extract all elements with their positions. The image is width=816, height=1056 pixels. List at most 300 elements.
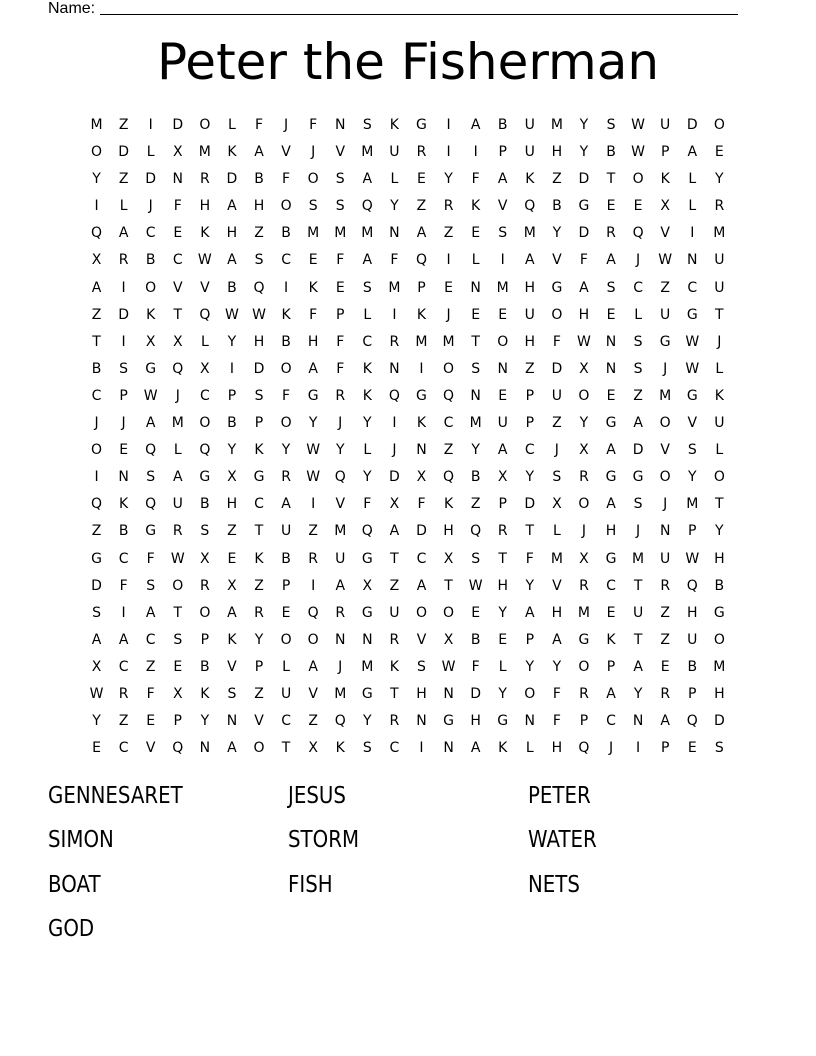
grid-letter: U	[714, 252, 725, 269]
grid-letter: P	[254, 415, 264, 432]
grid-letter: N	[659, 523, 671, 540]
grid-letter: R	[443, 198, 454, 215]
grid-letter: G	[551, 279, 563, 296]
grid-letter: D	[470, 685, 482, 702]
grid-letter: I	[94, 198, 99, 215]
grid-letter: E	[308, 252, 318, 269]
grid-letter: G	[605, 550, 617, 567]
grid-letter: K	[498, 740, 508, 757]
grid-letter: D	[253, 360, 265, 377]
grid-letter: V	[335, 496, 346, 513]
grid-letter: P	[579, 713, 589, 730]
grid-letter: P	[336, 306, 345, 323]
grid-letter: Y	[92, 713, 101, 730]
grid-letter: Y	[444, 171, 453, 188]
grid-letter: G	[632, 469, 644, 486]
grid-letter: F	[471, 171, 480, 188]
grid-letter: W	[143, 387, 158, 404]
grid-letter: H	[551, 604, 563, 621]
grid-letter: A	[389, 523, 400, 540]
grid-letter: C	[524, 442, 535, 459]
grid-letter: L	[715, 360, 724, 377]
grid-letter: B	[200, 496, 210, 513]
grid-letter: Z	[308, 713, 318, 730]
grid-letter: T	[633, 631, 643, 648]
grid-letter: C	[91, 387, 102, 404]
grid-letter: N	[335, 117, 346, 133]
grid-letter: H	[551, 740, 563, 757]
grid-letter: T	[173, 604, 183, 621]
grid-letter: B	[118, 523, 129, 540]
grid-letter: M	[171, 415, 184, 432]
grid-letter: R	[172, 523, 183, 540]
grid-letter: T	[92, 333, 101, 350]
grid-letter: F	[363, 496, 372, 513]
grid-letter: F	[309, 306, 318, 323]
grid-letter: Q	[470, 523, 482, 540]
grid-letter: P	[525, 631, 535, 648]
grid-letter: X	[579, 442, 589, 459]
grid-letter: W	[631, 144, 646, 161]
grid-letter: G	[199, 469, 211, 486]
grid-letter: Y	[498, 604, 507, 621]
grid-letter: M	[334, 685, 347, 702]
grid-letter: Q	[361, 198, 373, 215]
grid-letter: O	[415, 604, 427, 621]
grid-letter: A	[606, 496, 616, 513]
grid-letter: A	[91, 631, 102, 648]
grid-letter: T	[444, 577, 453, 594]
grid-letter: R	[254, 604, 264, 621]
grid-letter: L	[173, 442, 182, 459]
grid-letter: U	[714, 415, 725, 432]
grid-letter: O	[199, 604, 211, 621]
grid-letter: H	[714, 685, 725, 702]
grid-letter: C	[389, 740, 400, 757]
grid-letter: N	[362, 631, 373, 648]
grid-letter: O	[199, 415, 211, 432]
grid-letter: D	[145, 171, 157, 188]
grid-letter: G	[416, 117, 427, 133]
grid-letter: Z	[91, 306, 102, 323]
grid-letter: C	[254, 496, 264, 513]
grid-letter: G	[659, 333, 671, 350]
grid-letter: O	[91, 442, 103, 459]
grid-letter: S	[714, 740, 724, 757]
grid-letter: X	[145, 333, 156, 350]
grid-letter: D	[578, 225, 590, 242]
grid-letter: X	[552, 496, 562, 513]
grid-letter: M	[686, 496, 699, 513]
grid-letter: J	[608, 740, 614, 757]
grid-letter: C	[145, 631, 156, 648]
grid-letter: H	[605, 523, 617, 540]
grid-letter: K	[308, 279, 318, 296]
grid-letter: R	[660, 577, 671, 594]
grid-letter: R	[389, 713, 400, 730]
grid-letter: M	[415, 333, 428, 350]
grid-letter: X	[227, 469, 237, 486]
grid-letter: T	[498, 550, 507, 567]
grid-letter: A	[470, 740, 481, 757]
grid-letter: Q	[307, 604, 319, 621]
grid-letter: D	[551, 360, 563, 377]
grid-letter: I	[311, 496, 316, 513]
grid-letter: B	[281, 333, 291, 350]
grid-letter: Z	[524, 360, 535, 377]
grid-letter: G	[605, 415, 617, 432]
grid-letter: H	[470, 713, 481, 730]
grid-letter: K	[714, 387, 724, 404]
grid-letter: A	[660, 713, 670, 730]
grid-letter: N	[118, 469, 129, 486]
grid-letter: N	[497, 360, 508, 377]
grid-letter: F	[146, 550, 155, 567]
grid-letter: Y	[390, 198, 399, 215]
grid-letter: X	[579, 550, 589, 567]
grid-letter: V	[145, 740, 156, 757]
grid-letter: K	[389, 117, 399, 133]
grid-letter: U	[660, 550, 671, 567]
grid-letter: Y	[525, 658, 535, 675]
grid-letter: R	[118, 685, 129, 702]
grid-letter: W	[685, 550, 700, 567]
grid-letter: S	[92, 604, 101, 621]
grid-letter: N	[470, 279, 481, 296]
grid-letter: I	[690, 225, 695, 242]
grid-letter: U	[524, 117, 535, 133]
grid-letter: M	[388, 279, 401, 296]
grid-letter: R	[308, 550, 319, 567]
grid-letter: U	[335, 550, 346, 567]
grid-letter: I	[121, 333, 126, 350]
grid-letter: T	[471, 333, 480, 350]
grid-letter: Z	[118, 117, 129, 133]
grid-letter: K	[660, 171, 670, 188]
grid-letter: A	[470, 117, 481, 133]
grid-letter: Z	[118, 713, 129, 730]
grid-letter: K	[606, 631, 616, 648]
grid-letter: U	[524, 144, 535, 161]
grid-letter: F	[471, 658, 480, 675]
grid-letter: A	[497, 171, 508, 188]
grid-letter: K	[416, 306, 427, 323]
grid-letter: Y	[281, 442, 291, 459]
grid-letter: P	[606, 658, 616, 675]
grid-letter: B	[470, 631, 481, 648]
grid-letter: I	[419, 740, 424, 757]
grid-letter: W	[441, 658, 456, 675]
grid-letter: Z	[660, 631, 670, 648]
grid-letter: W	[685, 333, 700, 350]
grid-letter: N	[443, 685, 454, 702]
grid-letter: U	[687, 631, 698, 648]
grid-letter: V	[254, 713, 264, 730]
grid-letter: R	[416, 144, 427, 161]
grid-letter: S	[471, 550, 481, 567]
grid-letter: W	[252, 306, 266, 323]
grid-letter: Z	[552, 415, 562, 432]
grid-letter: F	[552, 713, 561, 730]
grid-letter: X	[200, 360, 210, 377]
grid-letter: O	[713, 117, 725, 133]
grid-letter: L	[363, 442, 372, 459]
grid-letter: O	[145, 279, 157, 296]
grid-letter: D	[118, 144, 129, 161]
grid-letter: O	[551, 306, 563, 323]
grid-letter: A	[172, 469, 183, 486]
grid-letter: K	[227, 631, 237, 648]
grid-letter: M	[659, 387, 672, 404]
grid-letter: H	[253, 333, 265, 350]
grid-letter: E	[606, 604, 616, 621]
grid-letter: C	[172, 252, 183, 269]
grid-letter: X	[91, 658, 102, 675]
grid-letter: P	[660, 144, 670, 161]
grid-letter: Q	[172, 740, 184, 757]
grid-letter: F	[173, 198, 182, 215]
grid-letter: G	[443, 713, 454, 730]
grid-letter: Y	[687, 469, 697, 486]
grid-letter: Y	[552, 658, 562, 675]
grid-letter: A	[281, 496, 291, 513]
grid-letter: K	[281, 306, 291, 323]
grid-letter: B	[200, 658, 210, 675]
grid-letter: K	[254, 442, 264, 459]
grid-letter: N	[443, 740, 454, 757]
grid-letter: M	[496, 279, 509, 296]
grid-letter: O	[280, 360, 292, 377]
grid-letter: R	[389, 631, 400, 648]
grid-letter: F	[282, 171, 291, 188]
grid-letter: C	[145, 225, 156, 242]
grid-letter: O	[578, 658, 590, 675]
grid-letter: E	[444, 279, 453, 296]
grid-letter: P	[525, 387, 535, 404]
grid-letter: X	[227, 577, 237, 594]
grid-letter: O	[199, 117, 211, 133]
grid-letter: L	[282, 658, 290, 675]
grid-letter: I	[121, 604, 126, 621]
grid-letter: E	[498, 387, 508, 404]
grid-letter: O	[524, 685, 536, 702]
grid-letter: S	[227, 685, 237, 702]
grid-letter: T	[715, 306, 724, 323]
grid-letter: C	[362, 333, 373, 350]
grid-letter: Y	[552, 225, 562, 242]
grid-letter: L	[363, 306, 372, 323]
grid-letter: E	[687, 740, 697, 757]
word-list-item: PETER	[528, 783, 591, 809]
grid-letter: S	[606, 279, 616, 296]
grid-letter: E	[92, 740, 101, 757]
grid-letter: R	[714, 198, 725, 215]
grid-letter: U	[524, 306, 535, 323]
grid-letter: H	[524, 333, 536, 350]
grid-letter: D	[172, 117, 184, 133]
grid-letter: D	[578, 171, 590, 188]
grid-letter: Z	[470, 496, 481, 513]
grid-letter: J	[554, 442, 559, 459]
grid-letter: O	[632, 171, 644, 188]
grid-letter: M	[334, 523, 347, 540]
grid-letter: V	[552, 577, 562, 594]
grid-letter: R	[660, 685, 671, 702]
grid-letter: I	[392, 415, 397, 432]
grid-letter: K	[416, 415, 427, 432]
grid-letter: R	[281, 469, 291, 486]
grid-letter: E	[471, 225, 481, 242]
grid-letter: B	[497, 117, 508, 133]
grid-letter: X	[416, 469, 427, 486]
grid-letter: N	[416, 442, 427, 459]
grid-letter: H	[307, 333, 319, 350]
grid-letter: Z	[254, 577, 264, 594]
grid-letter: I	[392, 306, 397, 323]
word-list-item: BOAT	[48, 871, 101, 898]
grid-letter: S	[687, 442, 697, 459]
grid-letter: K	[362, 387, 372, 404]
grid-letter: G	[361, 685, 373, 702]
grid-letter: C	[199, 387, 210, 404]
grid-letter: W	[89, 685, 104, 702]
grid-letter: M	[713, 225, 726, 242]
grid-letter: X	[389, 496, 400, 513]
grid-letter: Y	[715, 171, 724, 188]
grid-letter: B	[687, 658, 698, 675]
grid-letter: O	[659, 415, 671, 432]
grid-letter: J	[175, 387, 180, 404]
grid-letter: Z	[118, 171, 129, 188]
grid-letter: Y	[579, 117, 589, 133]
grid-letter: E	[660, 658, 670, 675]
grid-letter: M	[198, 144, 211, 161]
grid-letter: S	[552, 469, 562, 486]
grid-letter: Z	[389, 577, 400, 594]
grid-letter: B	[552, 198, 562, 215]
grid-letter: Q	[334, 713, 346, 730]
grid-letter: M	[90, 117, 103, 133]
grid-letter: V	[552, 252, 562, 269]
grid-letter: E	[498, 306, 508, 323]
grid-letter: E	[498, 631, 508, 648]
grid-letter: Z	[308, 523, 318, 540]
grid-letter: A	[91, 279, 102, 296]
word-list-item: GOD	[48, 915, 95, 942]
grid-letter: I	[229, 360, 234, 377]
grid-letter: Y	[633, 685, 643, 702]
grid-letter: C	[118, 658, 129, 675]
grid-letter: N	[389, 225, 400, 242]
grid-letter: O	[91, 144, 103, 161]
grid-letter: H	[443, 523, 454, 540]
grid-letter: Q	[199, 306, 211, 323]
grid-letter: F	[390, 252, 399, 269]
grid-letter: S	[335, 171, 345, 188]
grid-letter: O	[713, 631, 725, 648]
grid-letter: Z	[443, 442, 454, 459]
grid-letter: J	[446, 306, 451, 323]
grid-letter: P	[119, 387, 128, 404]
grid-letter: J	[392, 442, 397, 459]
grid-letter: G	[91, 550, 102, 567]
grid-letter: Q	[443, 387, 455, 404]
grid-letter: W	[577, 333, 591, 350]
grid-letter: K	[362, 360, 372, 377]
grid-letter: S	[417, 658, 426, 675]
grid-letter: H	[199, 198, 211, 215]
grid-letter: J	[311, 144, 316, 161]
grid-letter: C	[606, 577, 616, 594]
name-underline[interactable]	[100, 0, 738, 15]
grid-letter: K	[443, 496, 454, 513]
grid-letter: C	[118, 550, 129, 567]
grid-letter: X	[200, 550, 210, 567]
grid-letter: S	[308, 198, 318, 215]
grid-letter: D	[713, 713, 725, 730]
grid-letter: S	[335, 198, 345, 215]
grid-letter: P	[200, 631, 210, 648]
grid-letter: A	[308, 360, 318, 377]
grid-letter: O	[307, 631, 319, 648]
grid-letter: W	[170, 550, 185, 567]
grid-letter: D	[632, 442, 644, 459]
grid-letter: T	[715, 496, 724, 513]
grid-letter: Q	[91, 496, 103, 513]
grid-letter: W	[685, 360, 700, 377]
grid-letter: R	[389, 333, 400, 350]
word-list-item: STORM	[288, 827, 360, 854]
word-list	[48, 778, 768, 955]
grid-letter: F	[282, 387, 291, 404]
grid-letter: Y	[363, 469, 372, 486]
grid-letter: C	[118, 740, 129, 757]
grid-letter: B	[227, 415, 237, 432]
grid-letter: K	[254, 550, 264, 567]
grid-letter: X	[579, 360, 589, 377]
grid-letter: Q	[632, 225, 644, 242]
grid-letter: D	[118, 306, 129, 323]
grid-letter: O	[713, 469, 725, 486]
grid-letter: V	[308, 685, 318, 702]
grid-letter: B	[606, 144, 616, 161]
grid-letter: X	[172, 144, 183, 161]
grid-letter: X	[172, 333, 183, 350]
word-list-item: FISH	[288, 871, 333, 898]
grid-letter: E	[714, 144, 724, 161]
grid-letter: N	[470, 387, 481, 404]
grid-letter: O	[578, 496, 590, 513]
grid-letter: K	[525, 171, 535, 188]
grid-letter: F	[579, 252, 588, 269]
grid-letter: O	[253, 740, 265, 757]
grid-letter: V	[227, 658, 237, 675]
grid-letter: L	[634, 306, 642, 323]
grid-letter: I	[148, 117, 153, 133]
grid-letter: V	[335, 144, 346, 161]
grid-letter: S	[633, 496, 643, 513]
grid-letter: X	[172, 685, 183, 702]
grid-letter: B	[91, 360, 102, 377]
grid-letter: U	[389, 144, 400, 161]
name-label: Name:	[48, 0, 96, 17]
grid-letter: R	[497, 523, 508, 540]
grid-letter: G	[416, 387, 427, 404]
grid-letter: S	[498, 225, 508, 242]
grid-letter: R	[335, 387, 346, 404]
grid-letter: F	[146, 685, 155, 702]
grid-letter: C	[606, 713, 616, 730]
